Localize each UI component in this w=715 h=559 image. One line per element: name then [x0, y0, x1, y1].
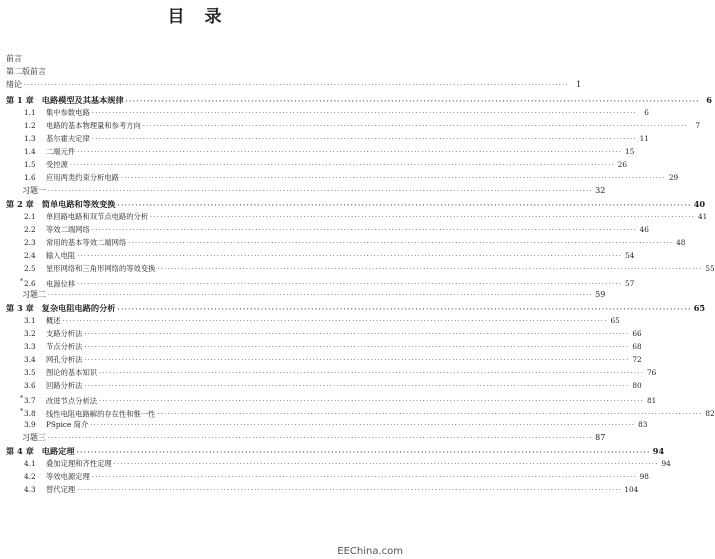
- section-item-title: 电源位移: [46, 279, 76, 289]
- section-item-label: [24, 472, 90, 482]
- section-item-number: 2.2: [24, 225, 36, 234]
- section-item-number: 1.6: [24, 173, 36, 182]
- chapter-heading: [6, 95, 712, 107]
- dot-leader: ································································································································································: [48, 188, 594, 195]
- section-item: [24, 368, 657, 379]
- chapter-heading-number: 第 2 章: [6, 199, 34, 209]
- section-item-label: [24, 420, 88, 430]
- toc-title: 目录: [167, 7, 242, 27]
- section-item-page-number: 72: [632, 355, 642, 364]
- section-item-label: [24, 251, 75, 261]
- section-item-number: 2.5: [24, 264, 36, 273]
- section-item-title: 星形网络和三角形网络的等效变换: [46, 264, 156, 273]
- section-item-page-number: 11: [639, 134, 649, 143]
- chapter-heading-label: [6, 303, 115, 313]
- section-item-page-number: 83: [638, 420, 648, 429]
- dot-leader: ································································································································································: [157, 411, 703, 419]
- dot-leader: ································································································································································: [91, 110, 637, 117]
- section-item-page-number: 81: [646, 396, 657, 406]
- chapter-heading: [6, 199, 706, 211]
- section-item-title: 等效电源定理: [46, 472, 90, 481]
- section-item-page-number: 98: [639, 472, 649, 481]
- chapter-heading-label: [6, 446, 75, 456]
- front-item: [6, 54, 403, 64]
- section-item: [24, 472, 649, 483]
- exercise-item: [22, 186, 606, 197]
- section-item-number: 2.4: [24, 251, 36, 260]
- section-item-number: 3.2: [24, 329, 36, 338]
- section-item-page-number: 29: [668, 173, 679, 182]
- section-item-page-number: 7: [695, 121, 701, 130]
- optional-star-mark: *: [20, 395, 23, 402]
- section-item-label: [24, 329, 82, 339]
- section-item: [24, 381, 642, 392]
- section-item-label: [24, 173, 119, 183]
- exercise-item-page-number: 32: [595, 186, 606, 195]
- section-item-label: [24, 368, 97, 378]
- dot-leader: ································································································································································: [69, 162, 616, 169]
- section-item: [20, 394, 657, 407]
- exercise-item-label: [22, 290, 46, 300]
- dot-leader: ································································································································································: [48, 292, 594, 299]
- front-item-label: [6, 54, 22, 64]
- section-item-page-number: 66: [632, 329, 642, 338]
- section-item: [24, 355, 642, 366]
- section-item: [24, 251, 635, 262]
- dot-leader: ································································································································································: [77, 253, 623, 260]
- exercise-item-page-number: 87: [595, 433, 606, 442]
- section-item-number: 1.2: [24, 121, 36, 130]
- section-item: [24, 459, 671, 470]
- section-item-title: 基尔霍夫定律: [46, 134, 90, 143]
- dot-leader: ································································································································································: [84, 357, 630, 364]
- chapter-heading-number: 第 1 章: [6, 95, 34, 105]
- section-item-label: [24, 264, 155, 274]
- section-item-label: [20, 407, 155, 419]
- dot-leader: ································································································································································: [99, 398, 645, 406]
- front-item-title: 第二版前言: [6, 67, 46, 76]
- section-item-page-number: 82: [705, 409, 715, 419]
- front-item: [6, 80, 582, 91]
- dot-leader: ································································································································································: [48, 435, 594, 442]
- section-item: [24, 173, 679, 184]
- section-item-page-number: 48: [676, 238, 686, 247]
- section-item-title: 电路的基本物理量和参考方向: [46, 121, 141, 130]
- section-item-label: [24, 381, 82, 391]
- chapter-heading-title: 电路模型及其基本规律: [41, 95, 124, 105]
- section-item-title: 概述: [46, 316, 61, 325]
- section-item: [24, 121, 701, 132]
- exercise-item-title: 习题二: [22, 290, 46, 299]
- exercise-item-page-number: 59: [595, 290, 606, 299]
- section-item-label: [24, 121, 141, 131]
- chapter-heading-page-number: 40: [693, 199, 706, 209]
- section-item-page-number: 54: [625, 251, 635, 260]
- dot-leader: ································································································································································: [91, 474, 637, 481]
- dot-leader: ································································································································································: [125, 98, 700, 105]
- section-item-page-number: 68: [632, 342, 642, 351]
- chapter-heading: [6, 446, 665, 458]
- section-item-title: 二端元件: [46, 147, 76, 156]
- exercise-item: [22, 433, 606, 444]
- section-item-title: PSpice 简介: [46, 420, 89, 429]
- section-item: [24, 485, 639, 496]
- section-item-page-number: 65: [610, 316, 620, 325]
- section-item-label: [24, 225, 90, 235]
- section-item-label: [24, 147, 75, 157]
- dot-leader: ································································································································································: [117, 306, 692, 313]
- exercise-item: [22, 290, 606, 301]
- section-item-label: [24, 316, 61, 326]
- section-item: [24, 420, 648, 431]
- section-item-page-number: 104: [624, 485, 639, 494]
- section-item-page-number: 80: [632, 381, 642, 390]
- dot-leader: ································································································································································: [62, 318, 608, 325]
- section-item-number: 3.4: [24, 355, 36, 364]
- dot-leader: ································································································································································: [90, 422, 636, 429]
- dot-leader: ································································································································································: [84, 344, 630, 351]
- section-item: [20, 407, 715, 420]
- front-item-label: [6, 67, 46, 77]
- dot-leader: ································································································································································: [77, 281, 623, 289]
- dot-leader: ································································································································································: [99, 370, 645, 377]
- front-item: [6, 67, 403, 77]
- dot-leader: ································································································································································: [128, 240, 674, 247]
- section-item-number: 2.3: [24, 238, 36, 247]
- dot-leader: ································································································································································: [91, 227, 637, 234]
- section-item-title: 输入电阻: [46, 251, 76, 260]
- section-item: [24, 342, 642, 353]
- dot-leader: ································································································································································: [120, 175, 667, 182]
- section-item-title: 常用的基本等效二端网络: [46, 238, 127, 247]
- section-item-label: [24, 134, 90, 144]
- section-item-page-number: 6: [644, 108, 649, 117]
- section-item: [24, 160, 628, 171]
- front-item-label: [6, 80, 22, 90]
- chapter-heading-page-number: 94: [652, 446, 665, 456]
- section-item-label: [24, 212, 148, 222]
- section-item-title: 受控源: [46, 160, 68, 169]
- section-item-number: 3.9: [24, 420, 36, 429]
- chapter-heading-title: 简单电路和等效变换: [41, 199, 116, 209]
- exercise-item-title: 习题三: [22, 433, 46, 442]
- section-item: [24, 108, 649, 119]
- section-item-number: 3.6: [24, 381, 36, 390]
- section-item-label: [20, 277, 75, 289]
- section-item-title: 支路分析法: [46, 329, 83, 338]
- chapter-heading-page-number: 6: [706, 95, 712, 105]
- section-item-page-number: 94: [661, 459, 671, 468]
- section-item-number: 2.1: [24, 212, 36, 221]
- section-item-title: 节点分析法: [46, 342, 83, 351]
- section-item-title: 等效二端网络: [46, 225, 90, 234]
- section-item: [24, 238, 686, 249]
- chapter-heading-page-number: 65: [693, 303, 706, 313]
- section-item-label: [24, 355, 82, 365]
- section-item-label: [24, 108, 90, 118]
- section-item-number: 3.5: [24, 368, 36, 377]
- section-item-title: 应用两类约束分析电路: [46, 173, 119, 182]
- dot-leader: ································································································································································: [84, 331, 630, 338]
- dot-leader: ································································································································································: [84, 383, 630, 390]
- section-item-page-number: 26: [617, 160, 628, 169]
- dot-leader: ································································································································································: [117, 202, 692, 209]
- chapter-heading-title: 复杂电阻电路的分析: [41, 303, 116, 313]
- section-item: [24, 134, 649, 145]
- section-item-number: 1.4: [24, 147, 36, 156]
- dot-leader: ································································································································································: [77, 487, 623, 494]
- dot-leader: ································································································································································: [77, 149, 623, 156]
- section-item-number: 4.3: [24, 485, 36, 494]
- section-item-label: [24, 160, 68, 170]
- section-item-title: 回路分析法: [46, 381, 83, 390]
- dot-leader: ································································································································································: [113, 461, 659, 468]
- section-item: [20, 277, 635, 290]
- dot-leader: ································································································································································: [76, 449, 651, 456]
- section-item-title: 线性电阻电路解的存在性和惟一性: [46, 409, 156, 419]
- chapter-heading-number: 第 3 章: [6, 303, 34, 313]
- front-item-title: 前言: [6, 54, 22, 63]
- section-item-label: [24, 485, 75, 495]
- section-item-label: [24, 459, 112, 469]
- dot-leader: ································································································································································: [24, 82, 570, 89]
- section-item: [24, 212, 708, 223]
- section-item-title: 改进节点分析法: [46, 396, 98, 406]
- dot-leader: ································································································································································: [157, 266, 703, 273]
- section-item-number: 1.1: [24, 108, 36, 117]
- dot-leader: ································································································································································: [91, 136, 637, 143]
- section-item-title: 网孔分析法: [46, 355, 83, 364]
- dot-leader: ································································································································································: [142, 123, 689, 130]
- section-item-page-number: 76: [646, 368, 657, 377]
- section-item-number: 3.8: [24, 409, 36, 419]
- chapter-heading-title: 电路定理: [41, 446, 75, 456]
- section-item-page-number: 57: [625, 279, 635, 289]
- section-item-label: [20, 394, 97, 406]
- section-item-number: 3.7: [24, 396, 36, 406]
- chapter-heading-number: 第 4 章: [6, 446, 34, 456]
- section-item-number: 4.1: [24, 459, 36, 468]
- section-item-number: 1.5: [24, 160, 36, 169]
- front-item-page-number: 1: [576, 80, 582, 89]
- chapter-heading: [6, 303, 706, 315]
- section-item-number: 3.3: [24, 342, 36, 351]
- section-item-number: 4.2: [24, 472, 36, 481]
- section-item: [24, 225, 649, 236]
- section-item-title: 集中参数电路: [46, 108, 90, 117]
- section-item-number: 1.3: [24, 134, 36, 143]
- section-item-title: 替代定理: [46, 485, 76, 494]
- section-item-number: 2.6: [24, 279, 36, 289]
- exercise-item-title: 习题一: [22, 186, 46, 195]
- optional-star-mark: *: [20, 278, 23, 285]
- section-item-label: [24, 342, 82, 352]
- section-item-title: 单回路电路和双节点电路的分析: [46, 212, 149, 221]
- front-item-title: 绪论: [6, 80, 22, 89]
- section-item-page-number: 46: [639, 225, 649, 234]
- optional-star-mark: *: [20, 408, 23, 415]
- section-item-page-number: 55: [705, 264, 715, 273]
- section-item: [24, 147, 635, 158]
- section-item: [24, 264, 715, 275]
- watermark: EEChina.com: [337, 546, 403, 557]
- section-item-number: 3.1: [24, 316, 36, 325]
- section-item: [24, 329, 642, 340]
- chapter-heading-label: [6, 199, 115, 209]
- section-item-title: 叠加定理和齐性定理: [46, 459, 112, 468]
- exercise-item-label: [22, 433, 46, 443]
- section-item: [24, 316, 620, 327]
- section-item-title: 图论的基本知识: [46, 368, 98, 377]
- section-item-label: [24, 238, 126, 248]
- exercise-item-label: [22, 186, 46, 196]
- section-item-page-number: 41: [698, 212, 708, 221]
- dot-leader: ································································································································································: [150, 214, 696, 221]
- section-item-page-number: 15: [625, 147, 635, 156]
- chapter-heading-label: [6, 95, 124, 105]
